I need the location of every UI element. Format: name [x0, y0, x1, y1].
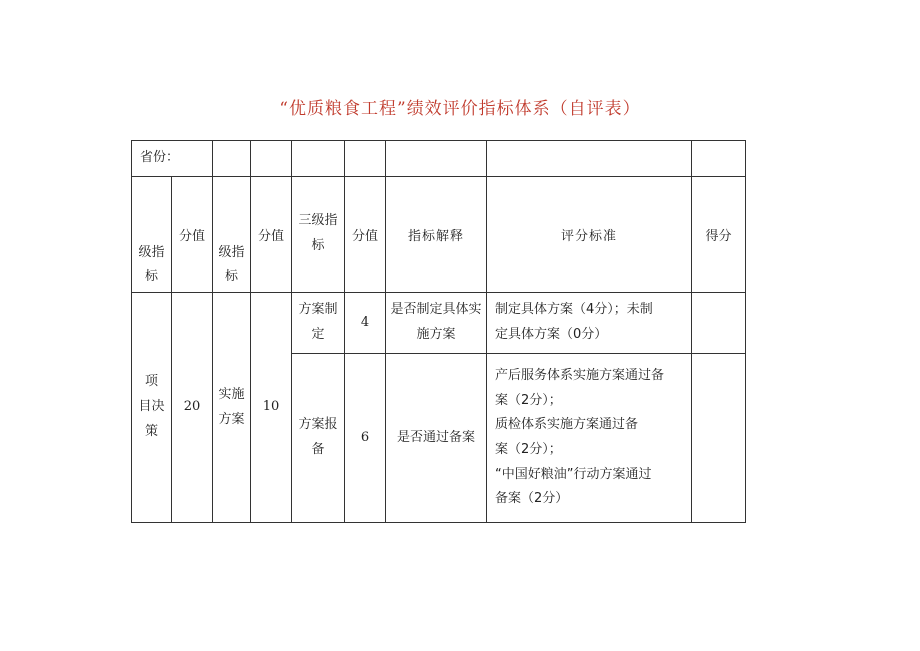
header-level2-indicator: 级指 标: [213, 177, 251, 293]
score-cell[interactable]: [692, 293, 746, 354]
evaluation-table: [131, 140, 746, 523]
score-cell[interactable]: [692, 354, 746, 523]
province-label: 省份：: [132, 141, 213, 177]
blank-cell: [487, 141, 692, 177]
blank-cell: [345, 141, 386, 177]
level3-indicator: 方案报 备: [292, 354, 345, 523]
blank-cell: [292, 141, 345, 177]
level1-score: 20: [172, 293, 213, 523]
scoring-criteria: 制定具体方案（4分）；未制 定具体方案（0分）: [487, 293, 692, 354]
title-project-name: “优质粮食工程”: [279, 99, 407, 119]
scoring-criteria: 产后服务体系实施方案通过备 案（2分）； 质检体系实施方案通过备 案（2分）； “中国好粮油”行动方案通过 备案（2分）: [487, 354, 692, 523]
header-level3-score: 分值: [345, 177, 386, 293]
province-row: [132, 141, 746, 177]
header-level1-indicator: 级指 标: [132, 177, 172, 293]
header-explanation: 指标解释: [386, 177, 487, 293]
blank-cell: [386, 141, 487, 177]
title-suffix: 绩效评价指标体系（自评表）: [406, 99, 641, 119]
header-criteria: 评分标准: [487, 177, 692, 293]
header-level1-score: 分值: [172, 177, 213, 293]
blank-cell: [213, 141, 251, 177]
header-level2-score: 分值: [251, 177, 292, 293]
level1-indicator: 项 目决 策: [132, 293, 172, 523]
indicator-explanation: 是否通过备案: [386, 354, 487, 523]
level3-indicator: 方案制 定: [292, 293, 345, 354]
level2-score: 10: [251, 293, 292, 523]
level2-indicator: 实施 方案: [213, 293, 251, 523]
level3-score: 6: [345, 354, 386, 523]
blank-cell: [251, 141, 292, 177]
blank-cell: [692, 141, 746, 177]
indicator-explanation: 是否制定具体实 施方案: [386, 293, 487, 354]
page-title: [0, 94, 920, 119]
table-row: [132, 293, 746, 354]
header-result: 得分: [692, 177, 746, 293]
header-level3-indicator: 三级指 标: [292, 177, 345, 293]
level3-score: 4: [345, 293, 386, 354]
header-row: [132, 177, 746, 293]
